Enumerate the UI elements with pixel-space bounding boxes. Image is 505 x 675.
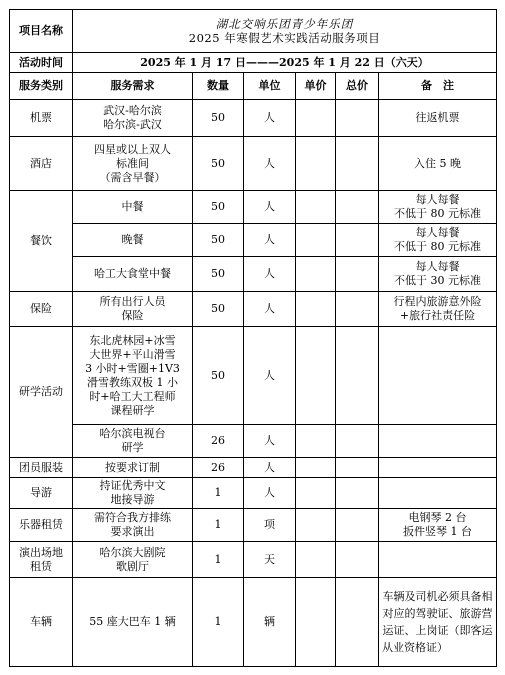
total-price-cell: [336, 257, 379, 292]
table-row: [10, 425, 497, 458]
unit-price-cell: [296, 257, 336, 292]
qty-cell: 26: [193, 458, 244, 478]
remark-cell: [379, 224, 497, 257]
remark-cell: [379, 509, 497, 542]
project-name-cell: [73, 10, 497, 53]
total-price-cell: [336, 100, 379, 137]
category-cell: 酒店: [10, 137, 73, 191]
total-price-cell: [336, 224, 379, 257]
need-cell: [73, 327, 193, 425]
need-cell: [73, 478, 193, 509]
unit-price-cell: [296, 137, 336, 191]
need-text: 哈尔滨大剧院 歌剧厅: [99, 545, 166, 573]
category-cell: [10, 542, 73, 578]
unit-price-cell: [296, 458, 336, 478]
remark-cell: [379, 425, 497, 458]
table-row: [10, 191, 497, 224]
unit-cell: 项: [244, 509, 296, 542]
need-cell: [73, 425, 193, 458]
column-header-row: [10, 73, 497, 100]
remark-cell: 入住 5 晚: [379, 137, 497, 191]
remark-cell: [379, 542, 497, 578]
need-cell: 按要求订制: [73, 458, 193, 478]
col-remarks: 备 注: [379, 73, 497, 100]
table-row: [10, 458, 497, 478]
table-row: [10, 478, 497, 509]
header-project-row: [10, 10, 497, 53]
table-row: [10, 100, 497, 137]
need-cell: 中餐: [73, 191, 193, 224]
qty-cell: 1: [193, 478, 244, 509]
col-category: 服务类别: [10, 73, 73, 100]
activity-time-label: 活动时间: [10, 53, 73, 73]
need-cell: [73, 509, 193, 542]
remark-cell: [379, 478, 497, 509]
category-cell: 导游: [10, 478, 73, 509]
qty-cell: 50: [193, 191, 244, 224]
remark-cell: [379, 191, 497, 224]
need-cell: 哈工大食堂中餐: [73, 257, 193, 292]
need-text: 四星或以上双人 标准间 （需含早餐）: [94, 142, 171, 184]
total-price-cell: [336, 458, 379, 478]
need-cell: [73, 292, 193, 327]
need-cell: [73, 100, 193, 137]
unit-price-cell: [296, 542, 336, 578]
total-price-cell: [336, 137, 379, 191]
unit-cell: 人: [244, 478, 296, 509]
col-unit-price: 单价: [296, 73, 336, 100]
need-cell: 55 座大巴车 1 辆: [73, 578, 193, 667]
unit-cell: 人: [244, 425, 296, 458]
unit-price-cell: [296, 509, 336, 542]
unit-price-cell: [296, 327, 336, 425]
need-text: 持证优秀中文 地接导游: [99, 479, 166, 506]
total-price-cell: [336, 578, 379, 667]
category-cell: 车辆: [10, 578, 73, 667]
remark-cell: [379, 327, 497, 425]
qty-cell: 50: [193, 292, 244, 327]
category-cell: 保险: [10, 292, 73, 327]
service-requirements-sheet: [9, 9, 496, 672]
table-row: [10, 224, 497, 257]
remark-cell: [379, 257, 497, 292]
unit-price-cell: [296, 224, 336, 257]
category-cell: 乐器租赁: [10, 509, 73, 542]
need-cell: 晚餐: [73, 224, 193, 257]
table-row: [10, 578, 497, 667]
need-text: 需符合我方排练 要求演出: [94, 511, 171, 538]
unit-cell: 人: [244, 458, 296, 478]
table-row: [10, 292, 497, 327]
table-row: [10, 327, 497, 425]
category-cell: 餐饮: [10, 191, 73, 292]
category-cell: 团员服装: [10, 458, 73, 478]
total-price-cell: [336, 327, 379, 425]
unit-cell: 人: [244, 191, 296, 224]
qty-cell: 26: [193, 425, 244, 458]
qty-cell: 50: [193, 257, 244, 292]
unit-cell: 人: [244, 100, 296, 137]
col-need: 服务需求: [73, 73, 193, 100]
unit-price-cell: [296, 478, 336, 509]
remark-text: 每人每餐 不低于 80 元标准: [394, 226, 481, 253]
remark-cell: [379, 292, 497, 327]
need-text: 所有出行人员 保险: [99, 295, 166, 322]
remark-text: 每人每餐 不低于 80 元标准: [394, 193, 481, 220]
need-text: 武汉-哈尔滨 哈尔滨-武汉: [103, 104, 162, 131]
total-price-cell: [336, 191, 379, 224]
qty-cell: 50: [193, 137, 244, 191]
need-cell: [73, 137, 193, 191]
col-unit: 单位: [244, 73, 296, 100]
unit-price-cell: [296, 191, 336, 224]
col-quantity: 数量: [193, 73, 244, 100]
unit-price-cell: [296, 578, 336, 667]
unit-price-cell: [296, 292, 336, 327]
need-cell: [73, 542, 193, 578]
remark-cell: 车辆及司机必须具备相对应的驾驶证、旅游营运证、上岗证（即客运从业资格证）: [379, 578, 497, 667]
header-time-row: [10, 53, 497, 73]
project-name-line1: 湖北交响乐团青少年乐团: [215, 17, 354, 31]
table-row: [10, 542, 497, 578]
remark-cell: [379, 458, 497, 478]
qty-cell: 1: [193, 509, 244, 542]
unit-cell: 天: [244, 542, 296, 578]
service-table: [9, 9, 497, 667]
activity-time-value: 2025 年 1 月 17 日———2025 年 1 月 22 日（六天）: [73, 53, 497, 73]
project-name-line2: 2025 年寒假艺术实践活动服务项目: [188, 31, 381, 45]
category-cell: 机票: [10, 100, 73, 137]
qty-cell: 1: [193, 578, 244, 667]
unit-cell: 人: [244, 292, 296, 327]
project-name-label: 项目名称: [10, 10, 73, 53]
table-row: [10, 137, 497, 191]
total-price-cell: [336, 509, 379, 542]
unit-cell: 人: [244, 257, 296, 292]
unit-price-cell: [296, 425, 336, 458]
qty-cell: 1: [193, 542, 244, 578]
category-cell: 研学活动: [10, 327, 73, 458]
remark-text: 每人每餐 不低于 30 元标准: [394, 260, 481, 287]
table-row: [10, 257, 497, 292]
need-text: 东北虎林园+冰雪 大世界+平山滑雪 3 小时+雪圈+1V3 滑雪教练双板 1 小 时+哈工大工程师 课程研学: [85, 333, 180, 417]
total-price-cell: [336, 292, 379, 327]
unit-price-cell: [296, 100, 336, 137]
unit-cell: 辆: [244, 578, 296, 667]
total-price-cell: [336, 478, 379, 509]
qty-cell: 50: [193, 224, 244, 257]
unit-cell: 人: [244, 224, 296, 257]
category-text: 演出场地 租赁: [19, 545, 63, 573]
total-price-cell: [336, 425, 379, 458]
total-price-cell: [336, 542, 379, 578]
qty-cell: 50: [193, 327, 244, 425]
unit-cell: 人: [244, 137, 296, 191]
col-total-price: 总价: [336, 73, 379, 100]
remark-text: 电钢琴 2 台 扳件竖琴 1 台: [403, 511, 472, 538]
remark-text: 行程内旅游意外险 +旅行社责任险: [393, 295, 482, 322]
remark-cell: 往返机票: [379, 100, 497, 137]
table-row: [10, 509, 497, 542]
need-text: 哈尔滨电视台 研学: [99, 427, 166, 454]
unit-cell: 人: [244, 327, 296, 425]
qty-cell: 50: [193, 100, 244, 137]
